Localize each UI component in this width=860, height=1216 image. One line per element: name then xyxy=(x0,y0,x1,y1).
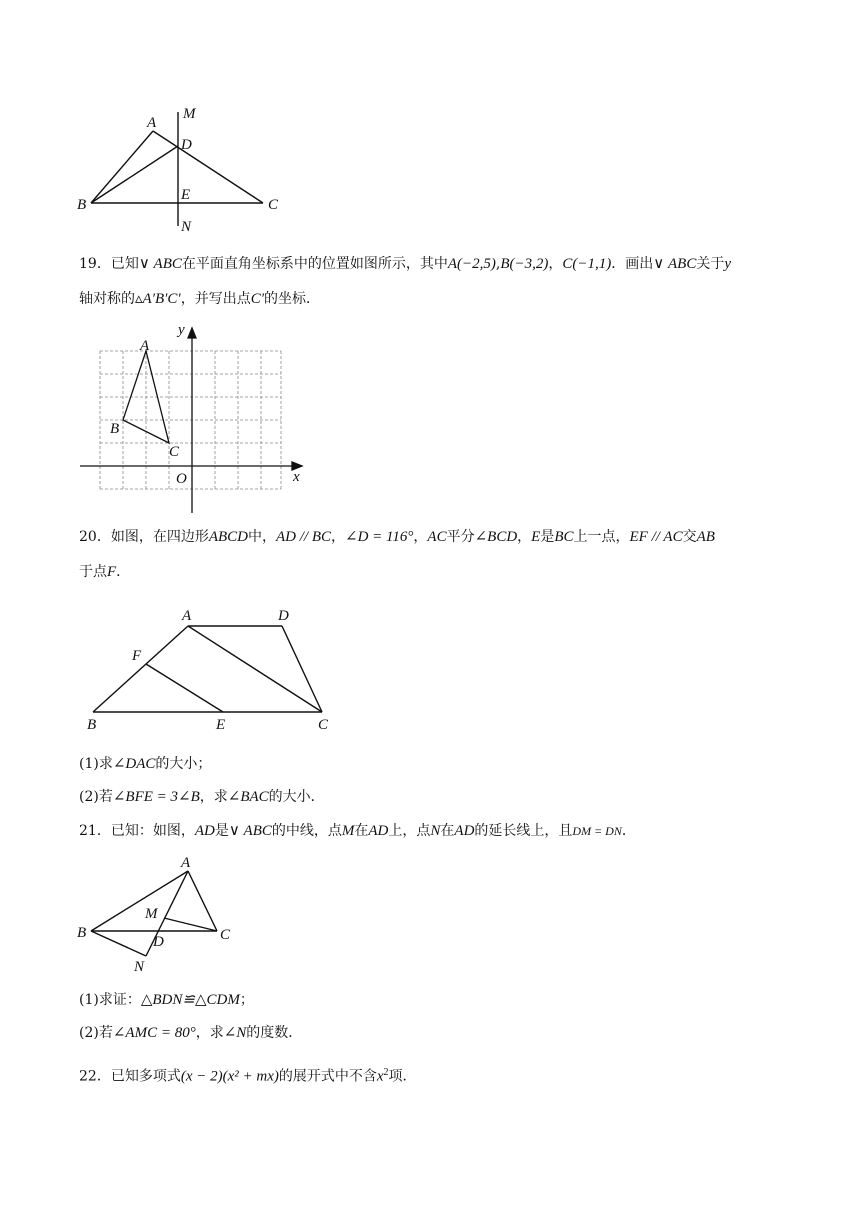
q20-line-1: 20．如图，在四边形ABCD中，AD // BC，∠D = 116°，AC平分∠BCD，E是BC上一点，EF // AC交AB xyxy=(79,529,715,545)
q22-line-1: 22．已知多项式(x − 2)(x² + mx)的展开式中不含$x^2$项． xyxy=(79,1067,417,1085)
label-B: B xyxy=(87,717,97,733)
label-C: C xyxy=(268,197,279,213)
label-C: C xyxy=(318,717,329,733)
figure-q18 xyxy=(70,100,310,240)
label-O: O xyxy=(176,471,187,487)
label-A: A xyxy=(140,338,150,354)
q21-part-1: (1)求证：△BDN≌△CDM； xyxy=(79,992,254,1008)
label-A: A xyxy=(181,855,191,871)
q20-line-2: 于点F． xyxy=(79,564,131,580)
label-F: F xyxy=(132,648,142,664)
figure-q20-quadrilateral xyxy=(70,600,350,740)
label-A: A xyxy=(182,608,192,624)
label-B: B xyxy=(110,421,120,437)
label-A: A xyxy=(147,115,157,131)
label-B: B xyxy=(77,925,87,941)
label-C: C xyxy=(169,444,180,460)
label-D: D xyxy=(153,934,164,950)
label-M: M xyxy=(183,106,196,122)
label-N: N xyxy=(181,219,192,235)
label-B: B xyxy=(77,197,87,213)
q20-part-2: (2)若∠BFE = 3∠B，求∠BAC的大小． xyxy=(79,789,325,805)
q20-part-1: (1)求∠DAC的大小； xyxy=(79,756,212,772)
label-x-axis: x xyxy=(293,469,300,485)
q21-line-1: 21．已知：如图，AD是∨ ABC的中线，点M在AD上，点N在AD的延长线上，且DM = DN． xyxy=(79,823,636,839)
label-C: C xyxy=(220,927,231,943)
label-y-axis: y xyxy=(178,322,185,338)
label-D: D xyxy=(181,137,192,153)
q19-line-2: 轴对称的▵A′B′C′，并写出点C′的坐标． xyxy=(79,291,320,307)
label-N: N xyxy=(134,959,145,975)
q19-line-1: 19．已知∨ ABC在平面直角坐标系中的位置如图所示，其中A(−2,5),B(−3,2)，C(−1,1)．画出∨ ABC关于y xyxy=(79,256,732,272)
figure-q21-triangle xyxy=(70,850,250,980)
label-M: M xyxy=(145,906,158,922)
q21-part-2: (2)若∠AMC = 80°，求∠N的度数． xyxy=(79,1025,303,1041)
figure-q19-coordinate-grid xyxy=(70,318,310,518)
label-D: D xyxy=(278,608,289,624)
label-E: E xyxy=(181,187,191,203)
label-E: E xyxy=(216,717,226,733)
